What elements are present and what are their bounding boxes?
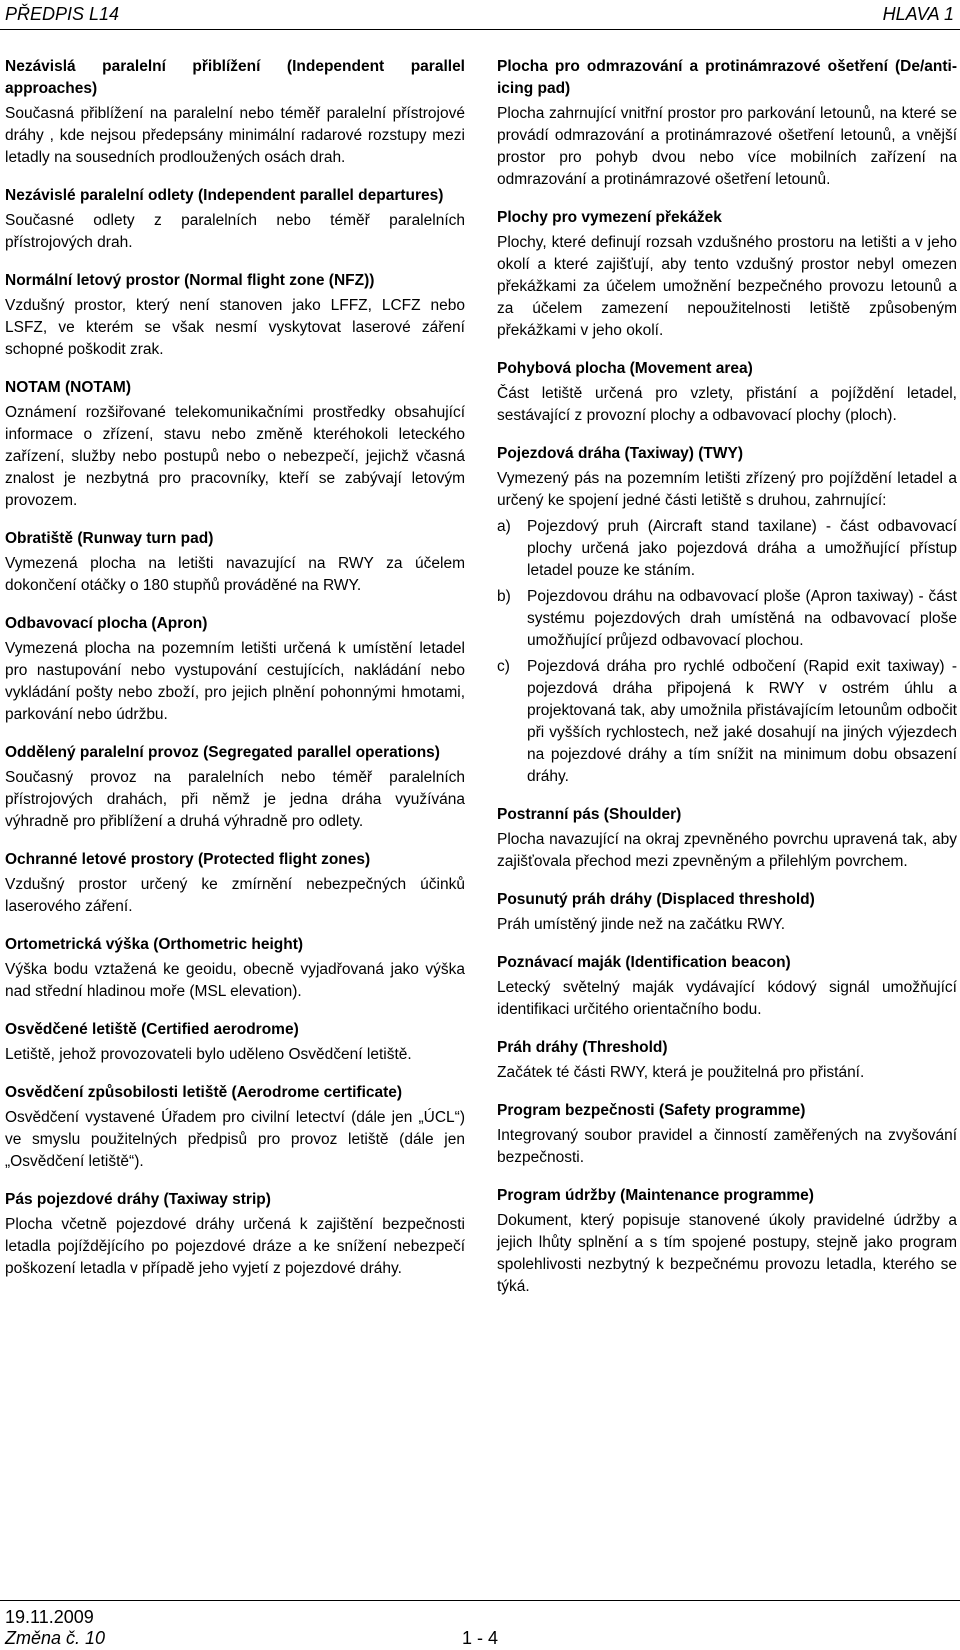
term-definition: Integrovaný soubor pravidel a činností zaměřených na zvyšování bezpečnosti. xyxy=(497,1127,957,1166)
term-definition: Plochy, které definují rozsah vzdušného prostoru na letišti a v jeho okolí a které zajišťují, aby tento vzdušný prostor nebyl omezen překážkami za účelem umožnění bezpečného provozu letounů a za účelem zamezení nepoužitelnosti letiště způsobeným překážkami v jeho okolí. xyxy=(497,234,957,339)
term-heading: Ortometrická výška (Orthometric height) xyxy=(5,936,304,953)
glossary-entry xyxy=(497,207,957,342)
page-footer xyxy=(0,1600,960,1650)
glossary-entry xyxy=(5,185,465,254)
footer-rule xyxy=(0,1600,960,1601)
term-heading: Program údržby (Maintenance programme) xyxy=(497,1187,814,1204)
term-heading: Plochy pro vymezení překážek xyxy=(497,209,722,226)
term-definition: Začátek té části RWY, která je použitelná pro přistání. xyxy=(497,1064,865,1081)
glossary-entry xyxy=(497,1100,957,1169)
term-heading: Plocha pro odmrazování a protinámrazové ošetření (De/anti-icing pad) xyxy=(497,58,957,97)
term-heading: Oddělený paralelní provoz (Segregated parallel operations) xyxy=(5,744,440,761)
term-heading: Nezávislá paralelní přiblížení (Independent parallel approaches) xyxy=(5,58,465,97)
term-definition: Dokument, který popisuje stanovené úkoly pravidelné údržby a jejich lhůty splnění a s tím spojené postupy, stejně jako program spolehlivosti nezbytný k bezpečnému provozu letadla, kterého se týká. xyxy=(497,1212,957,1295)
glossary-entry xyxy=(497,56,957,191)
term-heading: Posunutý práh dráhy (Displaced threshold) xyxy=(497,891,815,908)
glossary-entry xyxy=(5,849,465,918)
term-definition: Část letiště určená pro vzlety, přistání a pojíždění letadel, sestávající z provozní plochy a odbavovací plochy (ploch). xyxy=(497,385,957,424)
definition-list-item xyxy=(497,656,957,788)
term-definition: Oznámení rozšiřované telekomunikačními prostředky obsahující informace o zřízení, stavu nebo změně kteréhokoli leteckého zařízení, služby nebo postupů nebo o nebezpečí, jejichž včasná znalost je nezbytná pro pracovníky, kteří se zabývají letovým provozem. xyxy=(5,404,465,509)
term-heading: Pojezdová dráha (Taxiway) (TWY) xyxy=(497,445,744,462)
page-number: 1 - 4 xyxy=(462,1628,499,1648)
definition-list-item xyxy=(497,516,957,582)
term-heading: Postranní pás (Shoulder) xyxy=(497,806,682,823)
header-rule xyxy=(0,29,960,30)
glossary-entry xyxy=(497,443,957,788)
term-heading: Obratiště (Runway turn pad) xyxy=(5,530,214,547)
glossary-entry xyxy=(5,528,465,597)
list-item-text: Pojezdovou dráhu na odbavovací ploše (Apron taxiway) - část systému pojezdových drah umístěná na odbavovací ploše umožňující průjezd odbavovací plochou. xyxy=(527,588,957,649)
term-heading: Práh dráhy (Threshold) xyxy=(497,1039,668,1056)
definition-list xyxy=(497,516,957,788)
term-heading: Normální letový prostor (Normal flight zone (NFZ)) xyxy=(5,272,375,289)
glossary-entry xyxy=(497,1185,957,1298)
term-heading: Osvědčené letiště (Certified aerodrome) xyxy=(5,1021,299,1038)
chapter-title: HLAVA 1 xyxy=(882,4,954,24)
term-definition: Vymezená plocha na pozemním letišti určená k umístění letadel pro nastupování nebo vystupování cestujících, nakládání nebo vykládání pošty nebo zboží, pro jejich plnění pohonnými hmotami, parkování nebo údržbu. xyxy=(5,640,465,723)
glossary-entry xyxy=(5,270,465,361)
term-heading: Poznávací maják (Identification beacon) xyxy=(497,954,791,971)
glossary-entry xyxy=(497,952,957,1021)
glossary-entry xyxy=(497,804,957,873)
list-marker: b) xyxy=(497,588,511,605)
glossary-entry xyxy=(497,1037,957,1084)
term-heading: Nezávislé paralelní odlety (Independent parallel departures) xyxy=(5,187,444,204)
term-definition: Současné odlety z paralelních nebo téměř paralelních přístrojových drah. xyxy=(5,212,465,251)
term-definition: Současná přiblížení na paralelní nebo téměř paralelní přístrojové dráhy , kde nejsou předepsány minimální radarové rozstupy mezi letadly na sousedních prodloužených osách drah. xyxy=(5,105,465,166)
glossary-entry xyxy=(497,889,957,936)
glossary-entry xyxy=(497,358,957,427)
page-header xyxy=(0,0,960,36)
glossary-entry xyxy=(5,377,465,512)
glossary-entry xyxy=(5,1082,465,1173)
term-heading: Pás pojezdové dráhy (Taxiway strip) xyxy=(5,1191,271,1208)
right-column xyxy=(497,56,957,1314)
definition-list-item xyxy=(497,586,957,652)
glossary-entry xyxy=(5,613,465,726)
term-heading: NOTAM (NOTAM) xyxy=(5,379,131,396)
glossary-entry xyxy=(5,56,465,169)
term-definition: Současný provoz na paralelních nebo téměř paralelních přístrojových drahách, při němž je jedna dráha využívána výhradně pro přiblížení a druhá výhradně pro odlety. xyxy=(5,769,465,830)
term-definition: Plocha navazující na okraj zpevněného povrchu upravená tak, aby zajišťovala přechod mezi zpevněným a přilehlým povrchem. xyxy=(497,831,957,870)
term-definition: Práh umístěný jinde než na začátku RWY. xyxy=(497,916,786,933)
term-definition: Vzdušný prostor, který není stanoven jako LFFZ, LCFZ nebo LSFZ, ve kterém se však nesmí vyskytovat laserové záření schopné poškodit zrak. xyxy=(5,297,465,358)
term-heading: Odbavovací plocha (Apron) xyxy=(5,615,208,632)
list-marker: c) xyxy=(497,658,510,675)
term-definition: Plocha zahrnující vnitřní prostor pro parkování letounů, na které se provádí odmrazování a protinámrazové ošetření letounů, a vnější prostor pro pohyb dvou nebo více mobilních zařízení na odmrazování a protinámrazové ošetření letounů. xyxy=(497,105,957,188)
glossary-entry xyxy=(5,1189,465,1280)
term-definition: Vzdušný prostor určený ke zmírnění nebezpečných účinků laserového záření. xyxy=(5,876,465,915)
term-definition: Plocha včetně pojezdové dráhy určená k zajištění bezpečnosti letadla pojíždějícího po pojezdové dráze a ke snížení nebezpečí poškození letadla v případě jeho vyjetí z pojezdové dráhy. xyxy=(5,1216,465,1277)
term-heading: Ochranné letové prostory (Protected flight zones) xyxy=(5,851,371,868)
glossary-entry xyxy=(5,742,465,833)
footer-amendment: Změna č. 10 xyxy=(5,1628,106,1648)
term-definition: Letiště, jehož provozovateli bylo uděleno Osvědčení letiště. xyxy=(5,1046,412,1063)
term-heading: Program bezpečnosti (Safety programme) xyxy=(497,1102,806,1119)
term-definition: Letecký světelný maják vydávající kódový signál umožňující identifikaci určitého orientačního bodu. xyxy=(497,979,957,1018)
footer-date: 19.11.2009 xyxy=(5,1607,94,1627)
term-definition: Osvědčení vystavené Úřadem pro civilní letectví (dále jen „ÚCL“) ve smyslu použitelných předpisů pro provoz letiště (dále jen „Osvědčení letiště“). xyxy=(5,1109,465,1170)
glossary-entry xyxy=(5,934,465,1003)
list-marker: a) xyxy=(497,518,511,535)
term-definition: Výška bodu vztažená ke geoidu, obecně vyjadřovaná jako výška nad střední hladinou moře (MSL elevation). xyxy=(5,961,465,1000)
term-definition: Vymezená plocha na letišti navazující na RWY za účelem dokončení otáčky o 180 stupňů prováděné na RWY. xyxy=(5,555,465,594)
glossary-entry xyxy=(5,1019,465,1066)
list-item-text: Pojezdová dráha pro rychlé odbočení (Rapid exit taxiway) - pojezdová dráha připojená k RWY v ostrém úhlu a projektovaná tak, aby umožnila přistávajícím letounům odbočit při vyšších rychlostech, než jaké dosahují na jiných výjezdech na pojezdové dráhy a tím snížit na minimum dobu obsazení dráhy. xyxy=(527,658,957,785)
term-heading: Pohybová plocha (Movement area) xyxy=(497,360,753,377)
term-heading: Osvědčení způsobilosti letiště (Aerodrome certificate) xyxy=(5,1084,403,1101)
term-definition: Vymezený pás na pozemním letišti zřízený pro pojíždění letadel a určený ke spojení jedné části letiště s druhou, zahrnující: xyxy=(497,470,957,509)
left-column xyxy=(5,56,465,1296)
list-item-text: Pojezdový pruh (Aircraft stand taxilane) - část odbavovací plochy určená jako pojezdová dráha a umožňující přístup letadel pouze ke stáním. xyxy=(527,518,957,579)
regulation-title: PŘEDPIS L14 xyxy=(5,4,120,24)
